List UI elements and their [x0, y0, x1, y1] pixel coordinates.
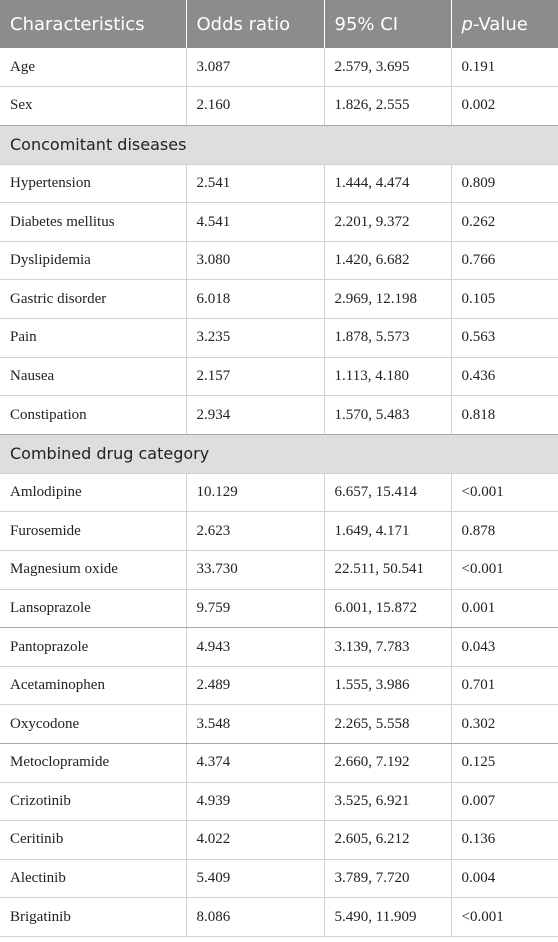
table-row	[0, 87, 558, 126]
cell-ci: 2.969, 12.198	[324, 280, 451, 319]
cell-characteristic: Acetaminophen	[0, 666, 186, 705]
cell-ci: 6.001, 15.872	[324, 589, 451, 628]
cell-p-value: 0.043	[451, 628, 558, 667]
cell-ci: 2.605, 6.212	[324, 821, 451, 860]
cell-characteristic: Gastric disorder	[0, 280, 186, 319]
cell-odds-ratio: 5.409	[186, 859, 324, 898]
cell-odds-ratio: 3.080	[186, 241, 324, 280]
table-header	[0, 0, 558, 48]
cell-odds-ratio: 4.943	[186, 628, 324, 667]
cell-ci: 2.660, 7.192	[324, 744, 451, 783]
cell-characteristic: Amlodipine	[0, 473, 186, 512]
table-row	[0, 821, 558, 860]
cell-characteristic: Furosemide	[0, 512, 186, 551]
cell-odds-ratio: 4.374	[186, 744, 324, 783]
cell-ci: 2.579, 3.695	[324, 48, 451, 87]
cell-ci: 3.525, 6.921	[324, 782, 451, 821]
cell-odds-ratio: 33.730	[186, 551, 324, 590]
section-label: Combined drug category	[0, 434, 558, 473]
table-row	[0, 666, 558, 705]
cell-odds-ratio: 3.087	[186, 48, 324, 87]
cell-characteristic: Hypertension	[0, 164, 186, 203]
header-row	[0, 0, 558, 48]
header-characteristics: Characteristics	[0, 0, 186, 48]
cell-ci: 1.878, 5.573	[324, 319, 451, 358]
cell-odds-ratio: 4.022	[186, 821, 324, 860]
cell-p-value: 0.818	[451, 396, 558, 435]
cell-odds-ratio: 2.934	[186, 396, 324, 435]
cell-ci: 22.511, 50.541	[324, 551, 451, 590]
cell-characteristic: Lansoprazole	[0, 589, 186, 628]
section-row	[0, 125, 558, 164]
header-ci: 95% CI	[324, 0, 451, 48]
cell-characteristic: Constipation	[0, 396, 186, 435]
header-p-value	[451, 0, 558, 48]
cell-p-value: <0.001	[451, 473, 558, 512]
table-row	[0, 319, 558, 358]
table-row	[0, 396, 558, 435]
cell-odds-ratio: 2.489	[186, 666, 324, 705]
cell-p-value: 0.302	[451, 705, 558, 744]
table-row	[0, 512, 558, 551]
table-row	[0, 164, 558, 203]
cell-characteristic: Magnesium oxide	[0, 551, 186, 590]
cell-p-value: 0.701	[451, 666, 558, 705]
section-label: Concomitant diseases	[0, 125, 558, 164]
cell-p-value: 0.262	[451, 203, 558, 242]
cell-p-value: <0.001	[451, 898, 558, 937]
table-row	[0, 705, 558, 744]
cell-odds-ratio: 8.086	[186, 898, 324, 937]
header-p-suffix: -Value	[472, 13, 528, 35]
cell-characteristic: Pantoprazole	[0, 628, 186, 667]
cell-characteristic: Sex	[0, 87, 186, 126]
table-row	[0, 280, 558, 319]
table-row	[0, 551, 558, 590]
cell-odds-ratio: 4.939	[186, 782, 324, 821]
cell-ci: 2.265, 5.558	[324, 705, 451, 744]
cell-p-value: 0.809	[451, 164, 558, 203]
cell-ci: 1.555, 3.986	[324, 666, 451, 705]
table-row	[0, 782, 558, 821]
header-p-italic: p	[461, 13, 473, 35]
cell-p-value: 0.001	[451, 589, 558, 628]
cell-characteristic: Metoclopramide	[0, 744, 186, 783]
cell-characteristic: Diabetes mellitus	[0, 203, 186, 242]
cell-ci: 3.139, 7.783	[324, 628, 451, 667]
cell-ci: 1.113, 4.180	[324, 357, 451, 396]
table-row	[0, 628, 558, 667]
cell-ci: 2.201, 9.372	[324, 203, 451, 242]
table-row	[0, 589, 558, 628]
cell-characteristic: Dyslipidemia	[0, 241, 186, 280]
cell-p-value: 0.004	[451, 859, 558, 898]
cell-ci: 1.826, 2.555	[324, 87, 451, 126]
cell-p-value: 0.136	[451, 821, 558, 860]
cell-odds-ratio: 2.623	[186, 512, 324, 551]
cell-odds-ratio: 3.548	[186, 705, 324, 744]
cell-characteristic: Ceritinib	[0, 821, 186, 860]
table-row	[0, 473, 558, 512]
cell-odds-ratio: 10.129	[186, 473, 324, 512]
section-row	[0, 434, 558, 473]
cell-p-value: 0.563	[451, 319, 558, 358]
cell-odds-ratio: 9.759	[186, 589, 324, 628]
cell-characteristic: Brigatinib	[0, 898, 186, 937]
cell-characteristic: Pain	[0, 319, 186, 358]
table-row	[0, 203, 558, 242]
table-row	[0, 48, 558, 87]
cell-p-value: <0.001	[451, 551, 558, 590]
table-row	[0, 357, 558, 396]
cell-p-value: 0.878	[451, 512, 558, 551]
header-odds-ratio: Odds ratio	[186, 0, 324, 48]
cell-odds-ratio: 2.160	[186, 87, 324, 126]
cell-ci: 1.570, 5.483	[324, 396, 451, 435]
cell-odds-ratio: 4.541	[186, 203, 324, 242]
cell-p-value: 0.007	[451, 782, 558, 821]
table-body	[0, 48, 558, 936]
cell-characteristic: Alectinib	[0, 859, 186, 898]
cell-ci: 1.649, 4.171	[324, 512, 451, 551]
table-row	[0, 898, 558, 937]
table-row	[0, 859, 558, 898]
cell-odds-ratio: 3.235	[186, 319, 324, 358]
cell-characteristic: Oxycodone	[0, 705, 186, 744]
cell-characteristic: Nausea	[0, 357, 186, 396]
cell-p-value: 0.436	[451, 357, 558, 396]
cell-ci: 3.789, 7.720	[324, 859, 451, 898]
cell-p-value: 0.105	[451, 280, 558, 319]
cell-ci: 1.444, 4.474	[324, 164, 451, 203]
cell-characteristic: Crizotinib	[0, 782, 186, 821]
cell-characteristic: Age	[0, 48, 186, 87]
cell-p-value: 0.125	[451, 744, 558, 783]
cell-p-value: 0.002	[451, 87, 558, 126]
cell-ci: 5.490, 11.909	[324, 898, 451, 937]
cell-odds-ratio: 6.018	[186, 280, 324, 319]
cell-odds-ratio: 2.541	[186, 164, 324, 203]
cell-p-value: 0.191	[451, 48, 558, 87]
cell-ci: 6.657, 15.414	[324, 473, 451, 512]
cell-odds-ratio: 2.157	[186, 357, 324, 396]
cell-p-value: 0.766	[451, 241, 558, 280]
table-row	[0, 241, 558, 280]
table-row	[0, 744, 558, 783]
cell-ci: 1.420, 6.682	[324, 241, 451, 280]
